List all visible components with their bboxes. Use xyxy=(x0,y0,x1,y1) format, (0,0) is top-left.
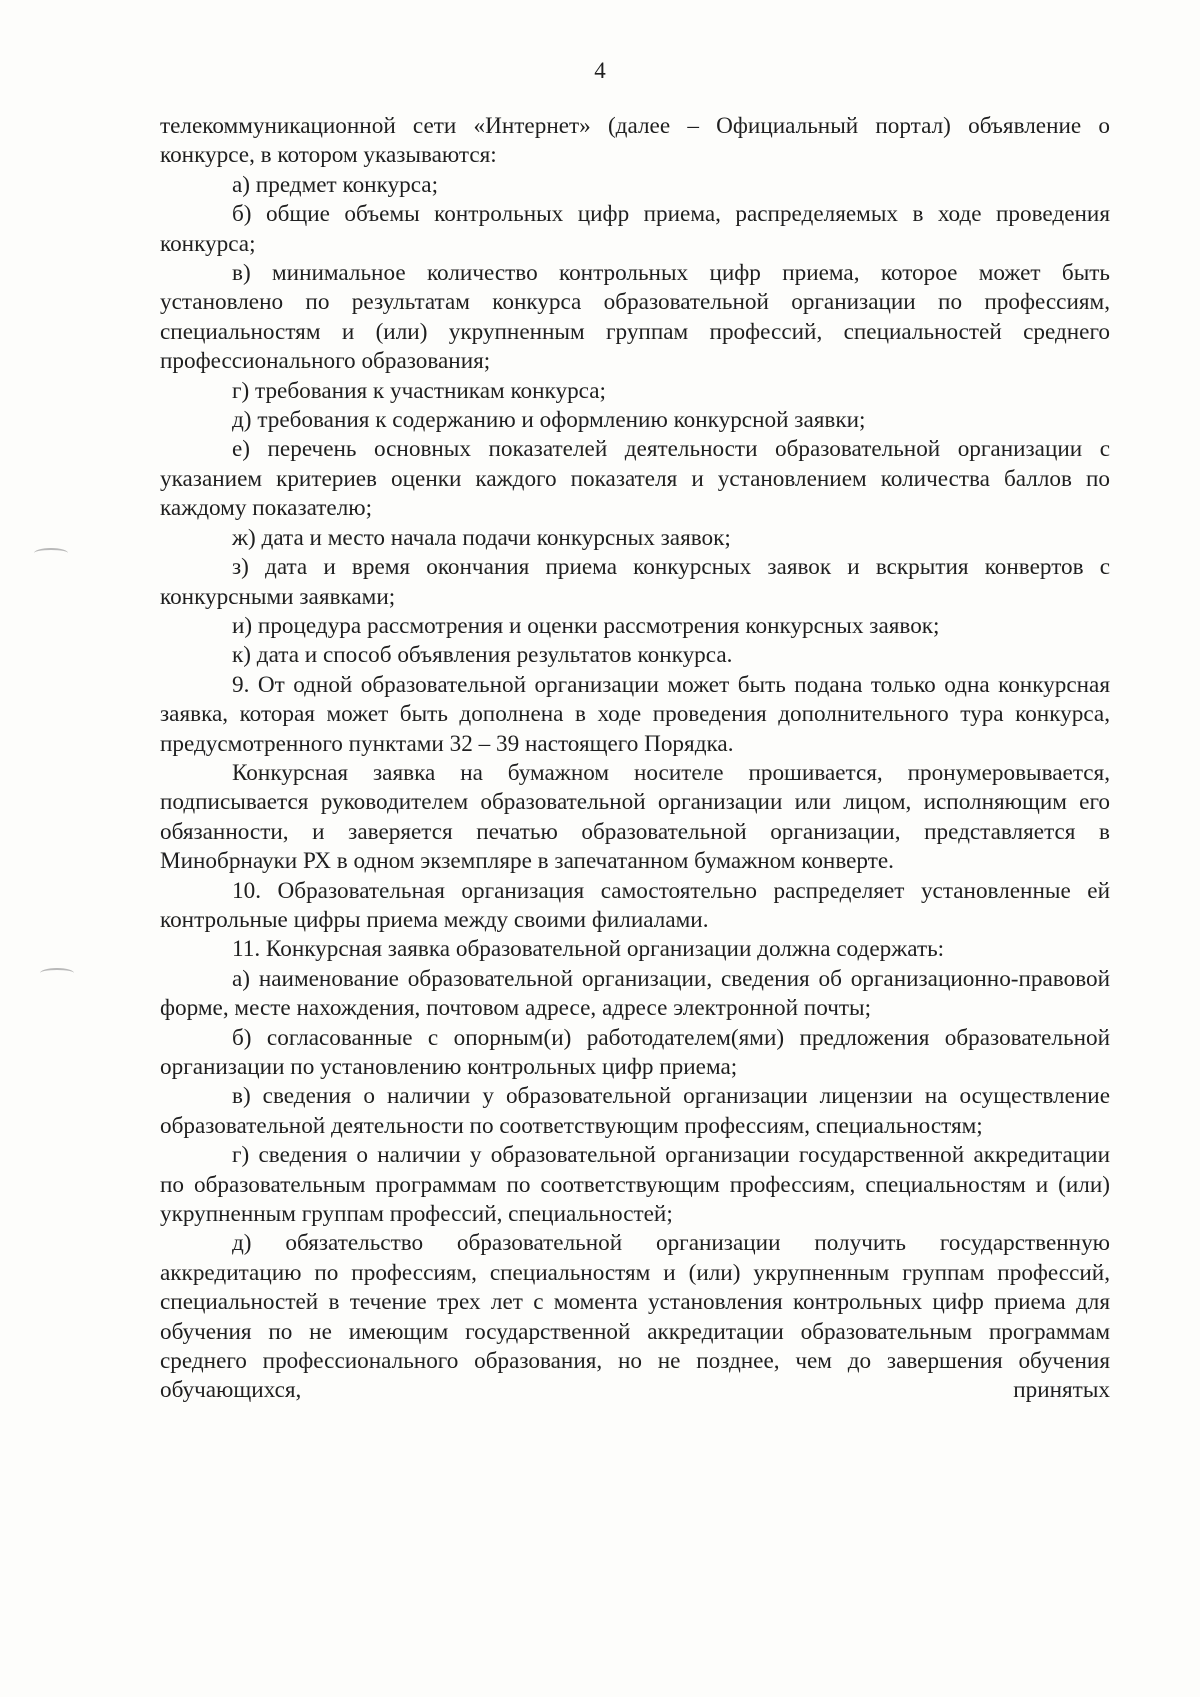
list-item: б) согласованные с опорным(и) работодателем(ями) предложения образовательной организации по установлению контрольных цифр приема; xyxy=(160,1024,1110,1080)
list-item: з) дата и время окончания приема конкурсных заявок и вскрытия конвертов с конкурсными заявками; xyxy=(160,554,1110,610)
paragraph: телекоммуникационной сети «Интернет» (далее – Официальный портал) объявление о конкурсе, в котором указываются: xyxy=(160,113,1110,169)
list-item: а) предмет конкурса; xyxy=(232,171,439,198)
list-item: г) сведения о наличии у образовательной организации государственной аккредитации по образовательным программам по соответствующим профессиям, специальностям и (или) укрупненным группам профессий, специальностей; xyxy=(160,1142,1110,1228)
list-item: д) обязательство образовательной организации получить государственную аккредитацию по профессиям, специальностям и (или) укрупненным группам профессий, специальностей в течение трех лет с момента установления контрольных цифр приема для обучения по не имеющим государственной аккредитации образовательным программам среднего профессионального образования, но не позднее, чем до завершения обучения обучающихся, принятых xyxy=(160,1230,1110,1404)
scan-mark xyxy=(34,548,68,558)
paragraph: 11. Конкурсная заявка образовательной организации должна содержать: xyxy=(232,936,945,963)
list-item: и) процедура рассмотрения и оценки рассмотрения конкурсных заявок; xyxy=(232,612,940,639)
list-item: к) дата и способ объявления результатов конкурса. xyxy=(232,642,733,669)
paragraph: Конкурсная заявка на бумажном носителе прошивается, пронумеровывается, подписывается руководителем образовательной организации или лицом, исполняющим его обязанности, и заверяется печатью образовательной организации, представляется в Минобрнауки РХ в одном экземпляре в запечатанном бумажном конверте. xyxy=(160,759,1110,875)
document-body xyxy=(160,112,1110,1406)
list-item: а) наименование образовательной организации, сведения об организационно-правовой форме, месте нахождения, почтовом адресе, адресе электронной почты; xyxy=(160,965,1110,1022)
list-item: в) сведения о наличии у образовательной организации лицензии на осуществление образовательной деятельности по соответствующим профессиям, специальностям; xyxy=(160,1083,1110,1139)
list-item: б) общие объемы контрольных цифр приема, распределяемых в ходе проведения конкурса; xyxy=(160,201,1110,257)
scan-mark xyxy=(40,968,74,978)
list-item: г) требования к участникам конкурса; xyxy=(232,377,606,404)
list-item: е) перечень основных показателей деятельности образовательной организации с указанием критериев оценки каждого показателя и установлением количества баллов по каждому показателю; xyxy=(160,436,1110,522)
page-number: 4 xyxy=(594,58,606,83)
list-item: ж) дата и место начала подачи конкурсных заявок; xyxy=(232,524,731,551)
list-item: в) минимальное количество контрольных цифр приема, которое может быть установлено по результатам конкурса образовательной организации по профессиям, специальностям и (или) укрупненным группам профессий, специальностей среднего профессионального образования; xyxy=(160,260,1110,375)
paragraph: 9. От одной образовательной организации может быть подана только одна конкурсная заявка, которая может быть дополнена в ходе проведения дополнительного тура конкурса, предусмотренного пунктами 32 – 39 настоящего Порядка. xyxy=(160,671,1110,757)
list-item: д) требования к содержанию и оформлению конкурсной заявки; xyxy=(232,407,866,434)
paragraph: 10. Образовательная организация самостоятельно распределяет установленные ей контрольные цифры приема между своими филиалами. xyxy=(160,877,1110,933)
